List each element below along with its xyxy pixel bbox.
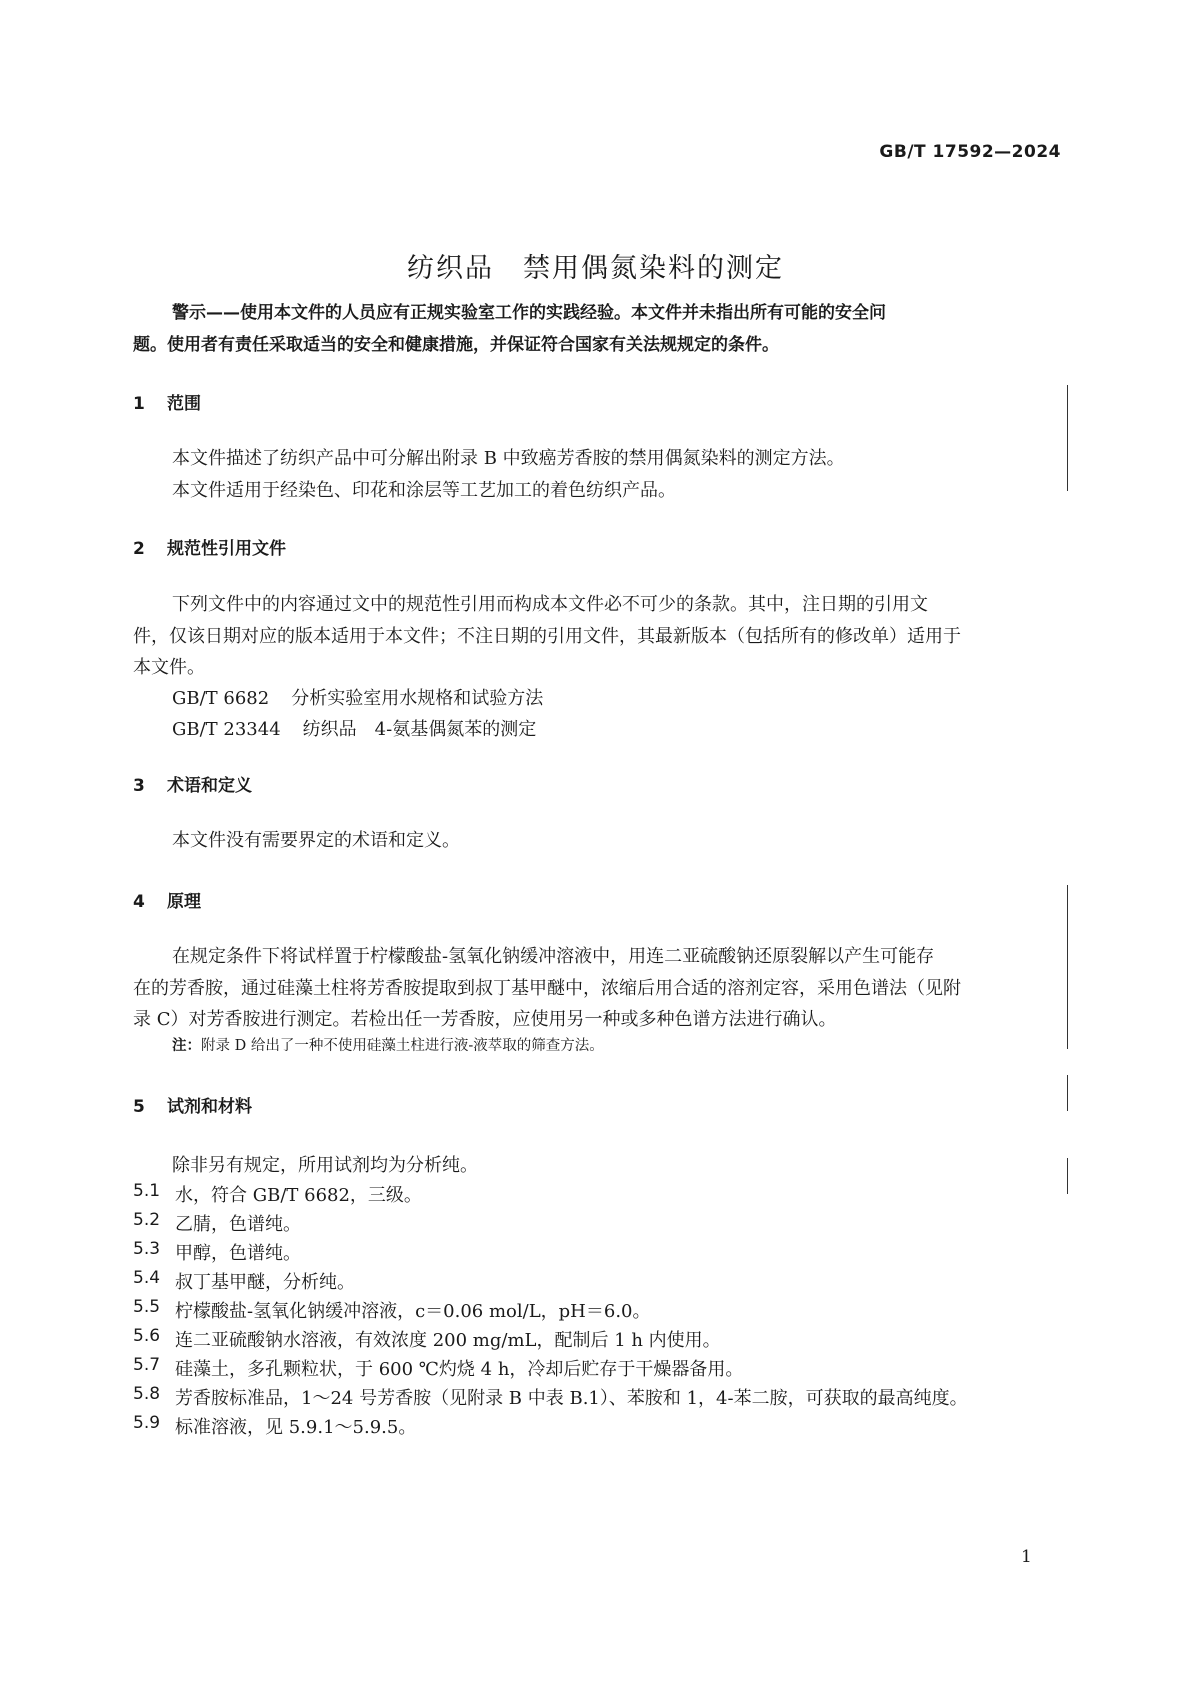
section-number: 5	[133, 1097, 145, 1117]
list-item	[133, 1210, 1033, 1234]
item-text: 水，符合 GB/T 6682，三级。	[175, 1185, 422, 1206]
page-number: 1	[1021, 1547, 1032, 1567]
list-item	[133, 1326, 1033, 1350]
item-number: 5.7	[133, 1355, 161, 1375]
section-2-heading	[133, 534, 286, 559]
item-number: 5.5	[133, 1297, 161, 1317]
section-3-paragraph-1: 本文件没有需要界定的术语和定义。	[172, 830, 460, 851]
section-title: 原理	[167, 892, 201, 912]
warning-line-2: 题。使用者有责任采取适当的安全和健康措施，并保证符合国家有关法规规定的条件。	[133, 335, 779, 355]
list-item	[133, 1413, 1033, 1437]
item-number: 5.2	[133, 1210, 161, 1230]
section-number: 2	[133, 539, 145, 559]
item-text: 甲醇，色谱纯。	[175, 1243, 301, 1264]
section-number: 4	[133, 892, 145, 912]
section-title: 范围	[167, 394, 201, 414]
section-2-line-1: 下列文件中的内容通过文中的规范性引用而构成本文件必不可少的条款。其中，注日期的引用文	[172, 594, 928, 615]
section-1-heading	[133, 389, 201, 414]
reference-title: 纺织品	[302, 719, 357, 740]
change-bar	[1067, 885, 1068, 1049]
section-4-line-1: 在规定条件下将试样置于柠檬酸盐-氢氧化钠缓冲溶液中，用连二亚硫酸钠还原裂解以产生可能存	[172, 946, 935, 967]
item-number: 5.1	[133, 1181, 161, 1201]
section-3-heading	[133, 771, 252, 796]
section-4-line-3: 录 C）对芳香胺进行测定。若检出任一芳香胺，应使用另一种或多种色谱方法进行确认。	[133, 1009, 837, 1030]
item-text: 叔丁基甲醚，分析纯。	[175, 1272, 355, 1293]
section-2-line-2: 件，仅该日期对应的版本适用于本文件；不注日期的引用文件，其最新版本（包括所有的修改单）适用于	[133, 626, 961, 647]
section-title: 试剂和材料	[167, 1097, 252, 1117]
section-4-line-2: 在的芳香胺，通过硅藻土柱将芳香胺提取到叔丁基甲醚中，浓缩后用合适的溶剂定容，采用色谱法（见附	[133, 978, 961, 999]
standard-number: GB/T 17592—2024	[879, 142, 1061, 162]
list-item	[133, 1181, 1033, 1205]
note-label: 注：	[172, 1038, 201, 1054]
list-item	[133, 1384, 1033, 1408]
item-text: 芳香胺标准品，1～24 号芳香胺（见附录 B 中表 B.1）、苯胺和 1，4-苯二胺，可获取的最高纯度。	[175, 1388, 968, 1409]
normative-reference-1	[172, 684, 543, 710]
change-bar	[1067, 1158, 1068, 1194]
section-1-paragraph-1: 本文件描述了纺织产品中可分解出附录 B 中致癌芳香胺的禁用偶氮染料的测定方法。	[172, 448, 845, 469]
list-item	[133, 1297, 1033, 1321]
list-item	[133, 1268, 1033, 1292]
section-number: 3	[133, 776, 145, 796]
normative-reference-2	[172, 715, 536, 741]
section-4-note	[172, 1034, 604, 1055]
section-2-line-3: 本文件。	[133, 657, 205, 678]
item-number: 5.4	[133, 1268, 161, 1288]
document-title: 纺织品 禁用偶氮染料的测定	[407, 253, 784, 284]
item-number: 5.3	[133, 1239, 161, 1259]
reference-code: GB/T 23344	[172, 719, 281, 740]
item-text: 乙腈，色谱纯。	[175, 1214, 301, 1235]
item-number: 5.8	[133, 1384, 161, 1404]
item-number: 5.6	[133, 1326, 161, 1346]
section-5-heading	[133, 1092, 252, 1117]
change-bar	[1067, 385, 1068, 491]
list-item	[133, 1355, 1033, 1379]
section-5-intro: 除非另有规定，所用试剂均为分析纯。	[172, 1155, 478, 1176]
section-4-heading	[133, 887, 201, 912]
list-item	[133, 1239, 1033, 1263]
reference-subtitle: 4-氨基偶氮苯的测定	[374, 719, 537, 740]
note-text: 附录 D 给出了一种不使用硅藻土柱进行液-液萃取的筛查方法。	[201, 1038, 604, 1054]
item-text: 硅藻土，多孔颗粒状，于 600 ℃灼烧 4 h，冷却后贮存于干燥器备用。	[175, 1359, 744, 1380]
item-number: 5.9	[133, 1413, 161, 1433]
item-text: 柠檬酸盐-氢氧化钠缓冲溶液，c＝0.06 mol/L，pH＝6.0。	[175, 1301, 651, 1322]
item-text: 连二亚硫酸钠水溶液，有效浓度 200 mg/mL，配制后 1 h 内使用。	[175, 1330, 721, 1351]
section-number: 1	[133, 394, 145, 414]
item-text: 标准溶液，见 5.9.1～5.9.5。	[175, 1417, 417, 1438]
change-bar	[1067, 1075, 1068, 1111]
reference-title: 分析实验室用水规格和试验方法	[291, 688, 544, 709]
section-title: 术语和定义	[167, 776, 252, 796]
section-1-paragraph-2: 本文件适用于经染色、印花和涂层等工艺加工的着色纺织产品。	[172, 480, 676, 501]
warning-line-1: 警示——使用本文件的人员应有正规实验室工作的实践经验。本文件并未指出所有可能的安全问	[172, 303, 886, 323]
section-title: 规范性引用文件	[167, 539, 286, 559]
reference-code: GB/T 6682	[172, 688, 270, 709]
